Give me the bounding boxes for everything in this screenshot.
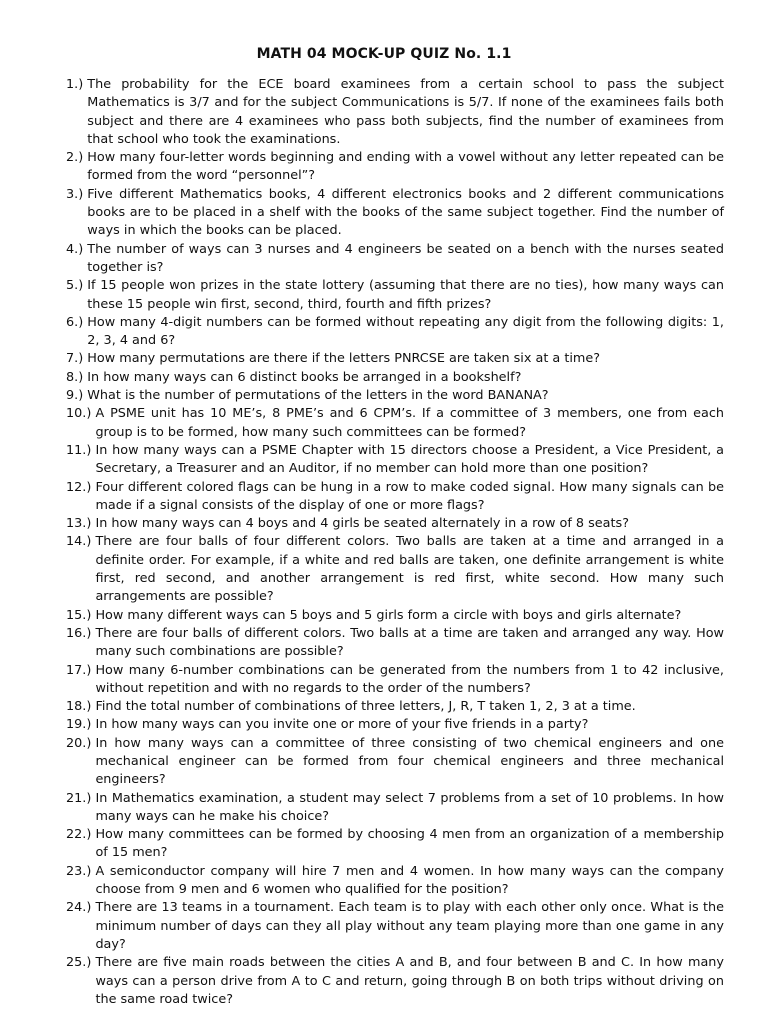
question-item: [66, 186, 724, 241]
question-text: In how many ways can a PSME Chapter with 15 directors choose a President, a Vice President, a Secretary, a Treasurer and an Auditor, if no member can hold more than one position?: [95, 442, 724, 477]
question-item: [66, 533, 724, 606]
question-number: 12.): [66, 479, 92, 495]
question-number: 25.): [66, 955, 92, 971]
question-item: [66, 698, 724, 716]
question-text: In Mathematics examination, a student may select 7 problems from a set of 10 problems. In how many ways can he make his choice?: [95, 790, 724, 824]
question-text: In how many ways can 4 boys and 4 girls be seated alternately in a row of 8 seats?: [95, 516, 629, 532]
question-number: 22.): [66, 827, 92, 843]
question-item: [66, 442, 724, 479]
question-number: 5.): [66, 278, 84, 294]
question-number: 23.): [66, 863, 92, 879]
question-text: How many 4-digit numbers can be formed without repeating any digit from the following digits: 1, 2, 3, 4 and 6?: [87, 314, 724, 349]
question-number: 13.): [66, 516, 92, 532]
question-number: 9.): [66, 388, 84, 404]
question-number: 24.): [66, 900, 92, 916]
question-text: The probability for the ECE board examinees from a certain school to pass the subject Mathematics is 3/7 and for the subject Communications is 5/7. If none of the examinees fails both subject and there are 4 examinees who pass both subjects, find the number of examinees from that school who took the examinations.: [87, 77, 724, 147]
question-list: [66, 76, 724, 1009]
question-number: 4.): [66, 241, 84, 257]
question-number: 8.): [66, 369, 84, 385]
question-item: [66, 863, 724, 900]
question-text: In how many ways can 6 distinct books be arranged in a bookshelf?: [87, 369, 522, 385]
question-text: How many four-letter words beginning and ending with a vowel without any letter repeated can be formed from the word “personnel”?: [87, 150, 724, 184]
question-number: 7.): [66, 351, 84, 367]
question-number: 10.): [66, 406, 92, 422]
question-number: 21.): [66, 790, 92, 806]
question-text: The number of ways can 3 nurses and 4 engineers be seated on a bench with the nurses seated together is?: [87, 241, 724, 275]
question-text: How many 6-number combinations can be generated from the numbers from 1 to 42 inclusive, without repetition and with no regards to the order of the numbers?: [95, 662, 724, 696]
question-text: A PSME unit has 10 ME’s, 8 PME’s and 6 CPM’s. If a committee of 3 members, one from each group is to be formed, how many such committees can be formed?: [95, 406, 724, 440]
question-item: [66, 76, 724, 149]
question-text: Five different Mathematics books, 4 different electronics books and 2 different communications books are to be placed in a shelf with the books of the same subject together. Find the number of ways in which the books can be placed.: [87, 186, 724, 239]
question-item: [66, 241, 724, 278]
question-text: There are 13 teams in a tournament. Each team is to play with each other only once. What is the minimum number of days can they all play without any team playing more than one game in any day?: [95, 900, 724, 952]
question-text: How many permutations are there if the letters PNRCSE are taken six at a time?: [87, 351, 601, 367]
question-item: [66, 954, 724, 1009]
question-text: If 15 people won prizes in the state lottery (assuming that there are no ties), how many ways can these 15 people win first, second, third, fourth and fifth prizes?: [87, 278, 724, 312]
question-item: [66, 899, 724, 954]
page-title: MATH 04 MOCK-UP QUIZ No. 1.1: [256, 46, 512, 62]
question-item: [66, 790, 724, 827]
question-item: [66, 479, 724, 516]
question-item: [66, 405, 724, 442]
question-item: [66, 716, 724, 734]
question-number: 6.): [66, 314, 84, 330]
question-number: 2.): [66, 150, 84, 166]
question-text: There are five main roads between the cities A and B, and four between B and C. In how many ways can a person drive from A to C and return, going through B on both trips without driving on the same road twice?: [95, 955, 724, 1007]
question-text: What is the number of permutations of the letters in the word BANANA?: [87, 388, 549, 404]
question-item: [66, 277, 724, 314]
question-item: [66, 149, 724, 186]
question-item: [66, 369, 724, 387]
question-item: [66, 607, 724, 625]
question-text: In how many ways can a committee of three consisting of two chemical engineers and one mechanical engineer can be formed from four chemical engineers and three mechanical engineers?: [95, 735, 724, 788]
question-number: 20.): [66, 735, 92, 751]
question-number: 15.): [66, 607, 92, 623]
question-number: 1.): [66, 77, 84, 92]
question-text: There are four balls of different colors. Two balls at a time are taken and arranged any way. How many such combinations are possible?: [95, 625, 724, 660]
question-text: How many different ways can 5 boys and 5 girls form a circle with boys and girls alternate?: [95, 607, 682, 623]
question-number: 3.): [66, 186, 84, 202]
question-item: [66, 350, 724, 368]
question-text: A semiconductor company will hire 7 men and 4 women. In how many ways can the company choose from 9 men and 6 women who qualified for the position?: [95, 863, 724, 898]
question-item: [66, 387, 724, 405]
question-text: How many committees can be formed by choosing 4 men from an organization of a membership of 15 men?: [95, 827, 724, 861]
question-text: There are four balls of four different colors. Two balls are taken at a time and arranged in a definite order. For example, if a white and red balls are taken, one definite arrangement is white first, red second, and another arrangement is red first, white second. How many such arrangements are possible?: [95, 534, 724, 605]
question-number: 11.): [66, 442, 92, 458]
question-item: [66, 625, 724, 662]
question-item: [66, 314, 724, 351]
question-number: 16.): [66, 625, 92, 641]
question-item: [66, 515, 724, 533]
question-text: Four different colored flags can be hung in a row to make coded signal. How many signals can be made if a signal consists of the display of one or more flags?: [95, 479, 724, 513]
question-item: [66, 735, 724, 790]
question-number: 18.): [66, 699, 92, 715]
question-text: In how many ways can you invite one or more of your five friends in a party?: [95, 717, 589, 733]
question-text: Find the total number of combinations of three letters, J, R, T taken 1, 2, 3 at a time.: [95, 699, 636, 715]
question-number: 17.): [66, 662, 92, 678]
question-number: 19.): [66, 717, 92, 733]
question-number: 14.): [66, 534, 92, 550]
question-item: [66, 826, 724, 863]
question-item: [66, 662, 724, 699]
